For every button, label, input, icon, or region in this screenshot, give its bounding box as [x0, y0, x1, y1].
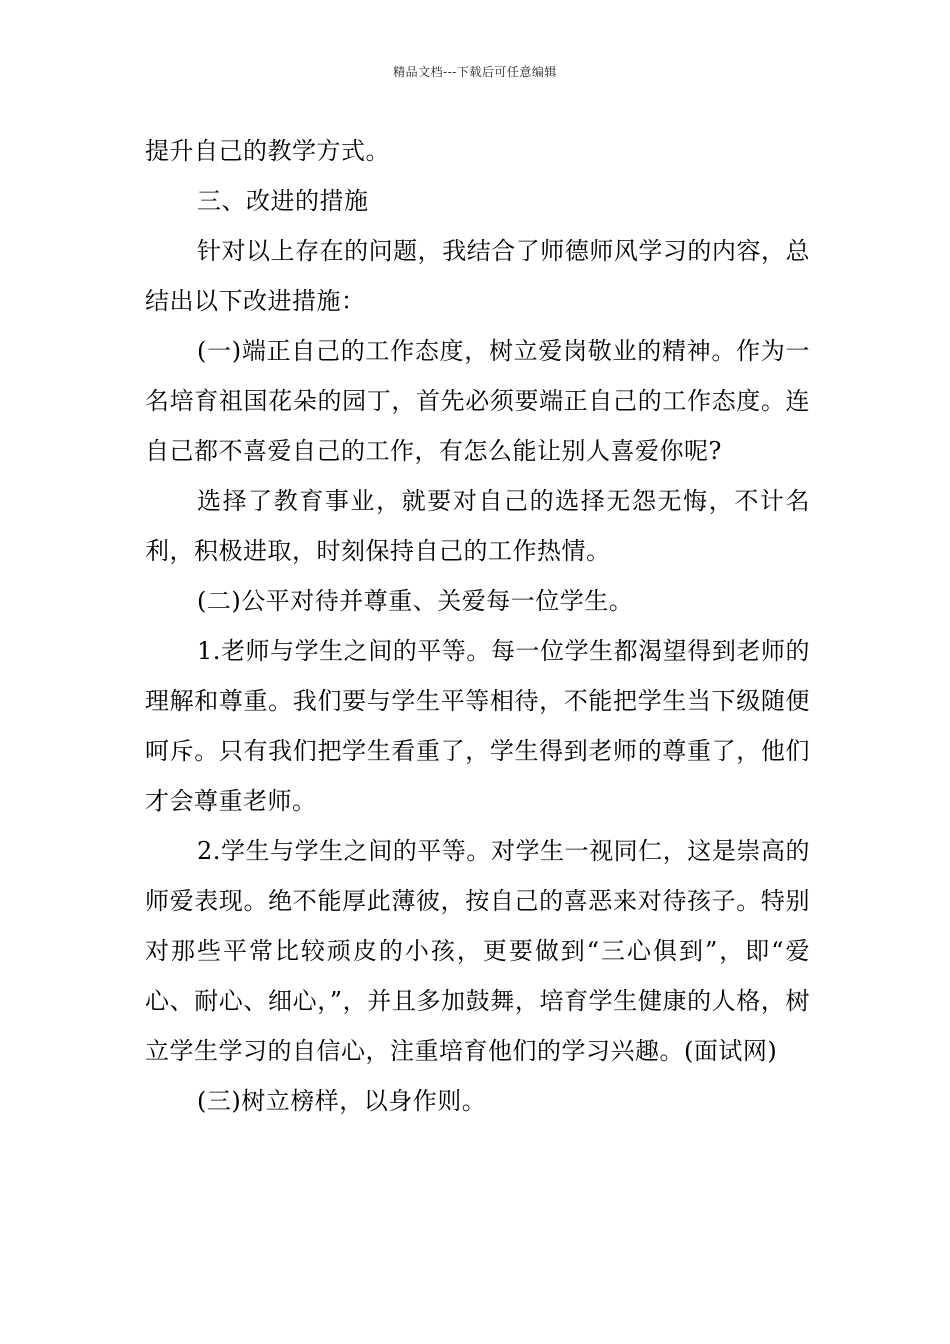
paragraph-item-1-detail: 选择了教育事业，就要对自己的选择无怨无悔，不计名利，积极进取，时刻保持自己的工作热情。 — [145, 487, 810, 565]
paragraph-item-3: (三)树立榜样，以身作则。 — [197, 1087, 487, 1115]
paragraph-item-2-point-2: 2.学生与学生之间的平等。对学生一视同仁，这是崇高的师爱表现。绝不能厚此薄彼，按自己的喜恶来对待孩子。特别对那些平常比较顽皮的小孩，更要做到“三心俱到”，即“爱心、耐心、细心，”，并且多加鼓舞，培育学生健康的人格，树立学生学习的自信心，注重培育他们的学习兴趣。(面试网) — [145, 837, 810, 1065]
section-heading-improvement-measures: 三、改进的措施 — [197, 187, 369, 215]
paragraph-item-1: (一)端正自己的工作态度，树立爱岗敬业的精神。作为一名培育祖国花朵的园丁，首先必须要端正自己的工作态度。连自己都不喜爱自己的工作，有怎么能让别人喜爱你呢? — [145, 337, 810, 465]
paragraph-continuation: 提升自己的教学方式。 — [145, 137, 390, 165]
paragraph-item-2-point-1: 1.老师与学生之间的平等。每一位学生都渴望得到老师的理解和尊重。我们要与学生平等相待，不能把学生当下级随便呵斥。只有我们把学生看重了，学生得到老师的尊重了，他们才会尊重老师。 — [145, 637, 810, 815]
paragraph-item-2: (二)公平对待并尊重、关爱每一位学生。 — [197, 587, 634, 615]
page-header: 精品文档---下载后可任意编辑 — [393, 65, 557, 79]
paragraph-intro: 针对以上存在的问题，我结合了师德师风学习的内容，总结出以下改进措施： — [145, 237, 810, 315]
document-body — [145, 126, 810, 1126]
